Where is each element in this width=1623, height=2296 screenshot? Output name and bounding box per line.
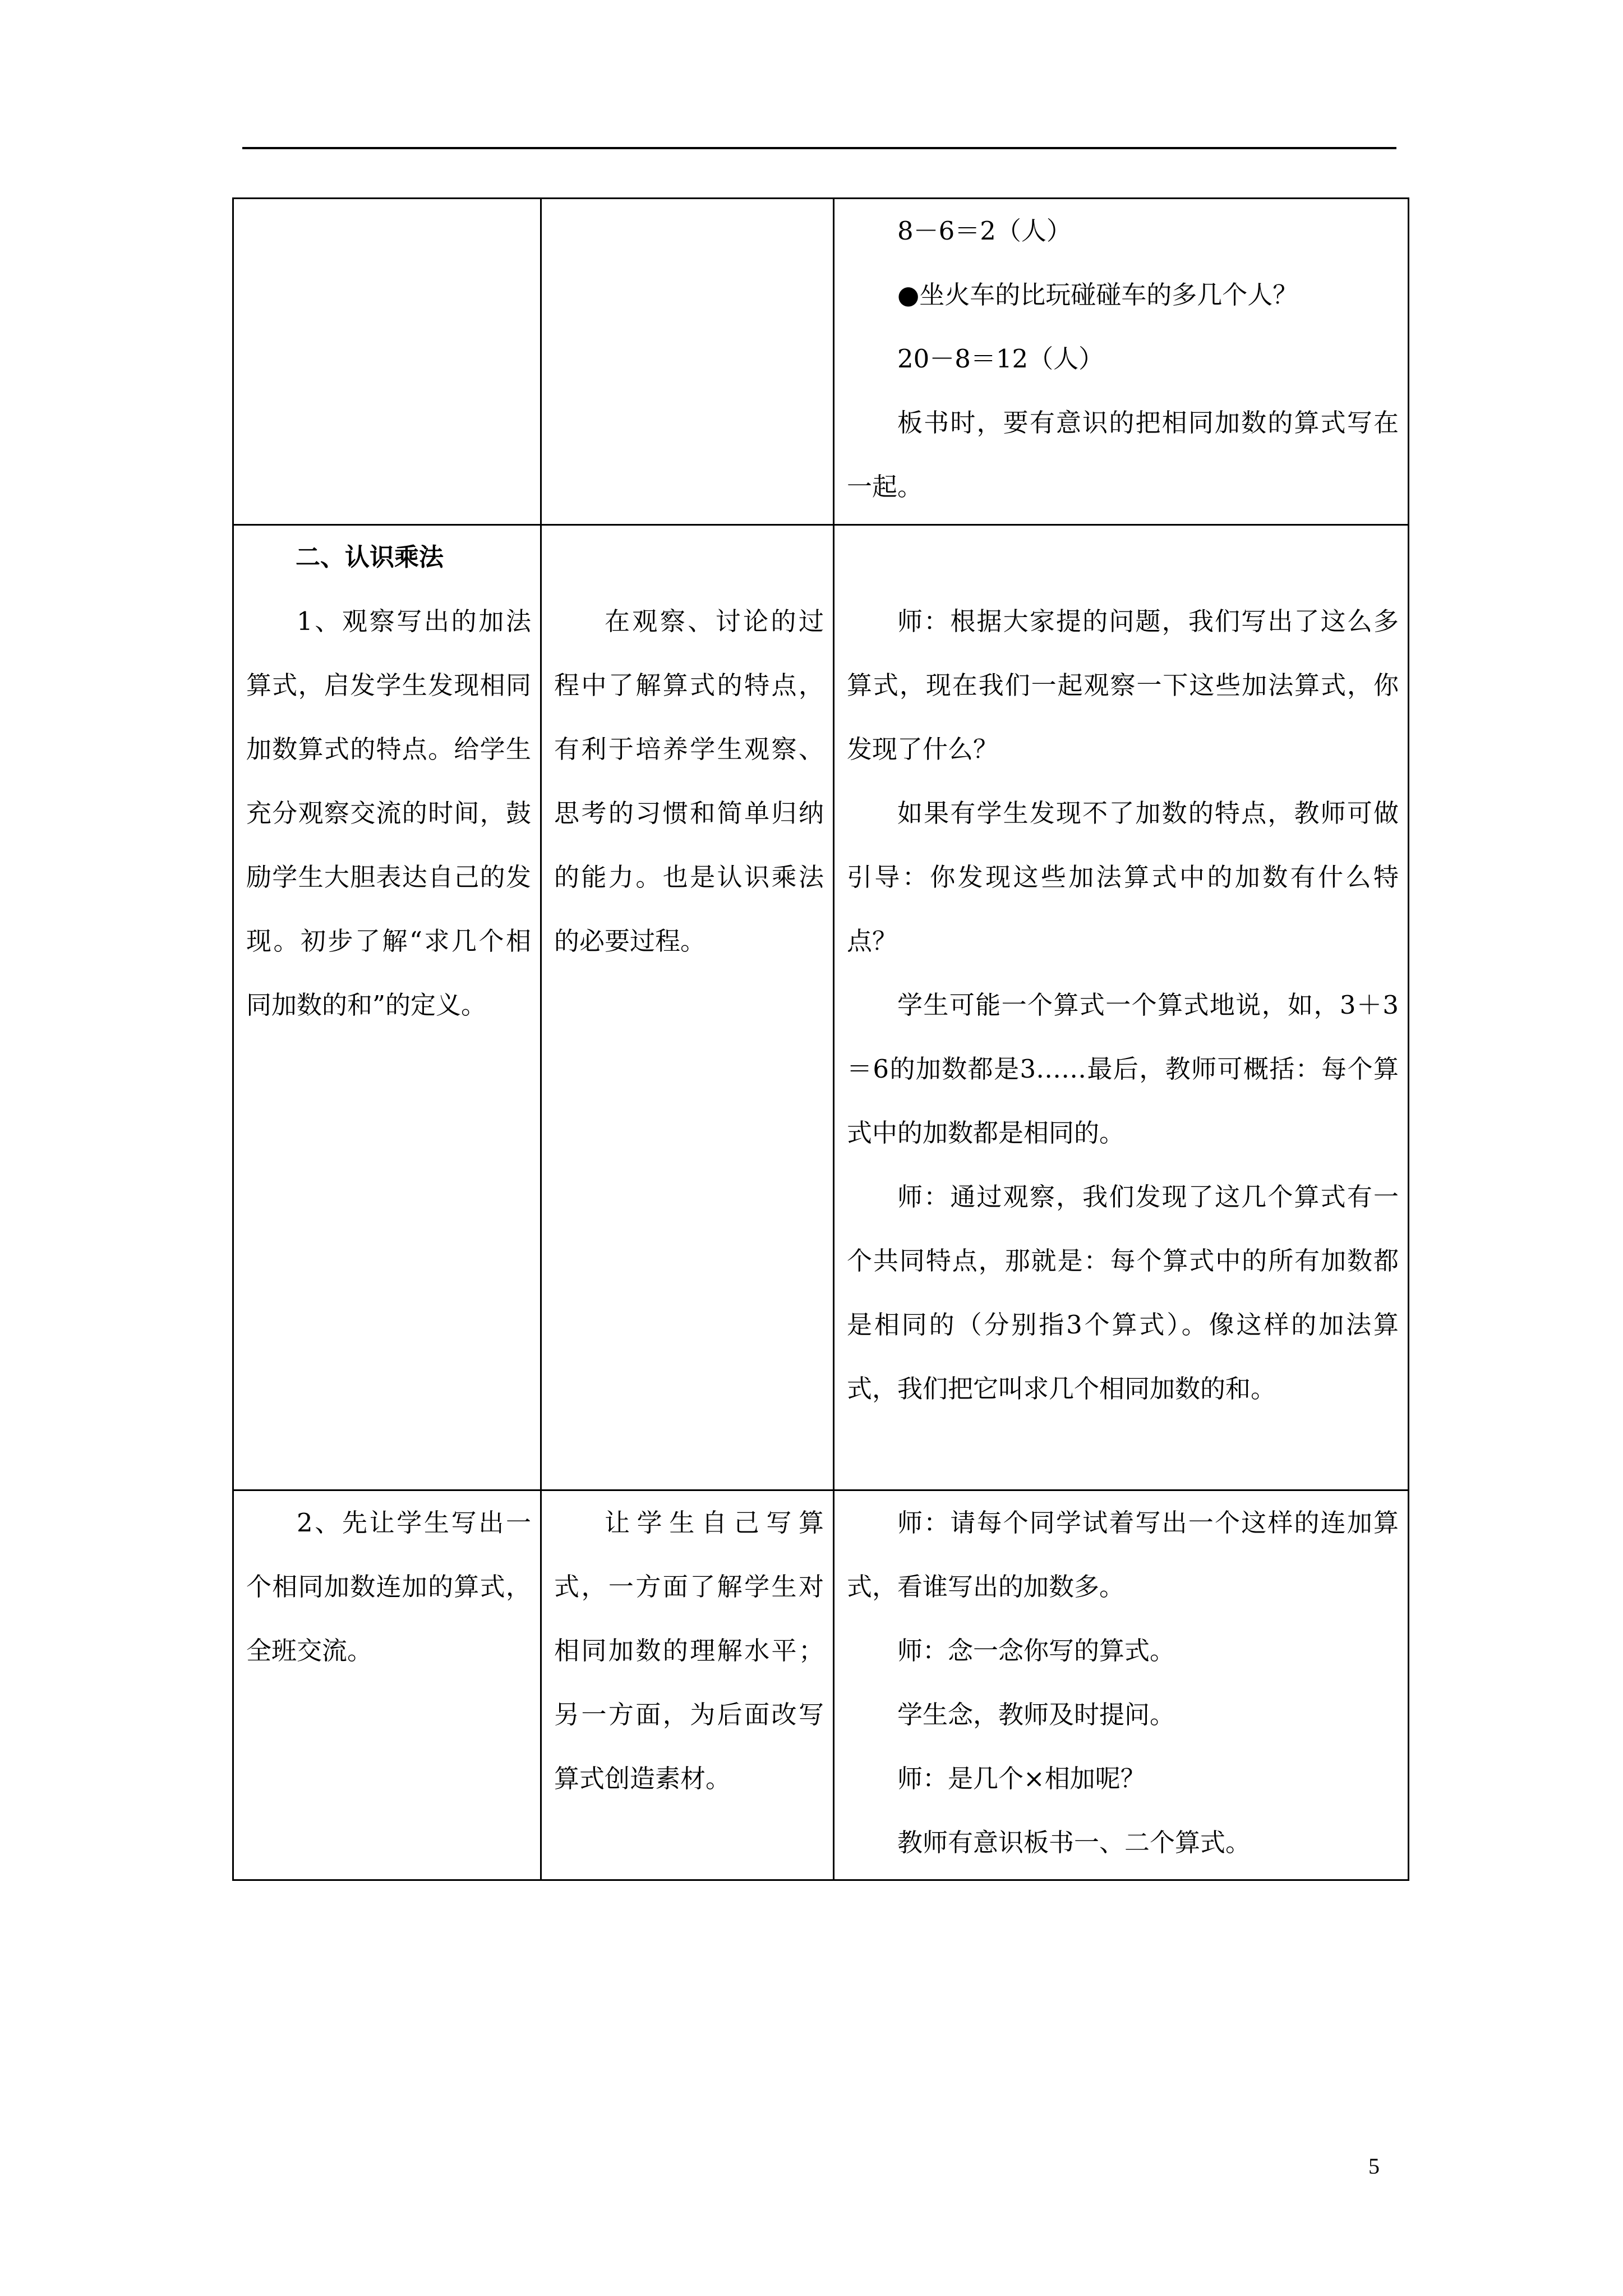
cell-paragraph: 1、观察写出的加法算式，启发学生发现相同加数算式的特点。给学生充分观察交流的时间，鼓励学生大胆表达自己的发现。初步了解“求几个相同加数的和”的定义。 bbox=[246, 606, 531, 1020]
table-row bbox=[233, 1490, 1409, 1880]
cell-paragraph: 学生念，教师及时提问。 bbox=[897, 1700, 1175, 1729]
cell-paragraph: 如果有学生发现不了加数的特点，教师可做引导：你发现这些加法算式中的加数有什么特点？ bbox=[847, 798, 1399, 956]
cell-paragraph: 2、先让学生写出一个相同加数连加的算式，全班交流。 bbox=[246, 1508, 531, 1665]
header-rule bbox=[242, 147, 1396, 149]
table-row bbox=[233, 525, 1409, 1490]
cell-paragraph: 让学生自己写算式，一方面了解学生对相同加数的理解水平；另一方面，为后面改写算式创造素材。 bbox=[554, 1508, 824, 1793]
cell-paragraph: 师：是几个×相加呢？ bbox=[897, 1764, 1146, 1793]
cell-paragraph: 20－8＝12（人） bbox=[897, 344, 1104, 374]
cell-paragraph: 学生可能一个算式一个算式地说，如，3＋3＝6的加数都是3……最后，教师可概括：每个算式中的加数都是相同的。 bbox=[847, 990, 1399, 1148]
activity-cell bbox=[233, 525, 541, 1490]
cell-paragraph: 师：根据大家提的问题，我们写出了这么多算式，现在我们一起观察一下这些加法算式，你发现了什么？ bbox=[847, 606, 1399, 764]
intent-cell bbox=[541, 525, 834, 1490]
table-row bbox=[233, 199, 1409, 525]
process-cell bbox=[834, 525, 1409, 1490]
cell-paragraph: ●坐火车的比玩碰碰车的多几个人？ bbox=[897, 280, 1298, 310]
lesson-plan-table bbox=[232, 197, 1409, 1881]
section-heading: 二、认识乘法 bbox=[296, 543, 444, 572]
cell-paragraph: 师：通过观察，我们发现了这几个算式有一个共同特点，那就是：每个算式中的所有加数都是相同的（分别指3个算式）。像这样的加法算式，我们把它叫求几个相同加数的和。 bbox=[847, 1182, 1399, 1404]
intent-cell bbox=[541, 1490, 834, 1880]
cell-paragraph: 8－6＝2（人） bbox=[897, 216, 1072, 246]
cell-paragraph: 在观察、讨论的过程中了解算式的特点，有利于培养学生观察、思考的习惯和简单归纳的能力。也是认识乘法的必要过程。 bbox=[554, 606, 824, 956]
cell-paragraph: 师：念一念你写的算式。 bbox=[897, 1636, 1175, 1665]
process-cell bbox=[834, 1490, 1409, 1880]
page-number: 5 bbox=[1368, 2154, 1380, 2179]
cell-paragraph: 教师有意识板书一、二个算式。 bbox=[897, 1828, 1251, 1857]
activity-cell bbox=[233, 199, 541, 525]
cell-paragraph: 师：请每个同学试着写出一个这样的连加算式，看谁写出的加数多。 bbox=[847, 1508, 1399, 1602]
intent-cell bbox=[541, 199, 834, 525]
cell-paragraph: 板书时，要有意识的把相同加数的算式写在一起。 bbox=[847, 408, 1399, 501]
activity-cell bbox=[233, 1490, 541, 1880]
process-cell bbox=[834, 199, 1409, 525]
